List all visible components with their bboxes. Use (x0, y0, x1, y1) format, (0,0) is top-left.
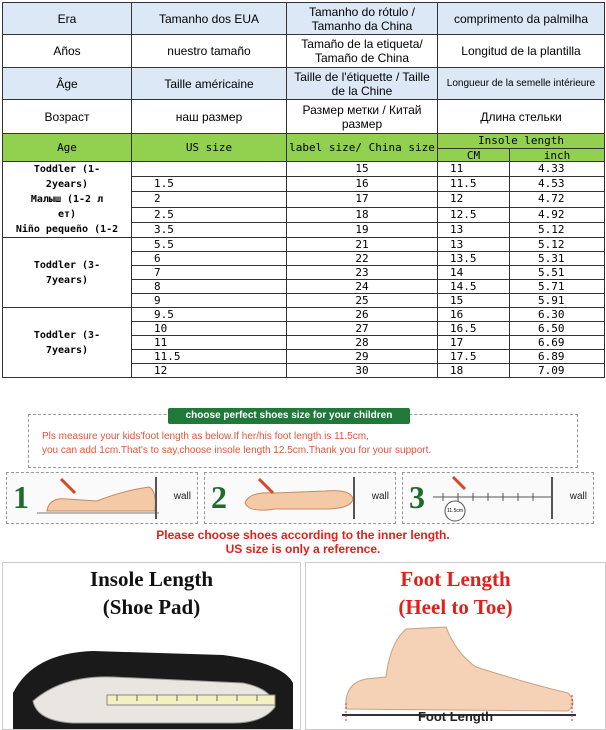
inch-cell: 7.09 (510, 364, 605, 378)
cm-cell: 11 (438, 162, 510, 177)
cm-cell: 12 (438, 192, 510, 207)
size-row (3, 238, 605, 252)
inch-cell: 4.92 (510, 207, 605, 222)
insole-title-line-1: Insole Length (89, 567, 214, 591)
wall-label: wall (569, 491, 587, 502)
header-cell: Taille de l'étiquette / Taille de la Chine (287, 68, 438, 100)
header-row-russian (3, 100, 605, 134)
label-size-cell: 24 (287, 280, 438, 294)
header-cell: Возраст (3, 100, 132, 134)
inch-cell: 6.69 (510, 336, 605, 350)
label-size-cell: 21 (287, 238, 438, 252)
foot-title-line-2: (Heel to Toe) (398, 595, 513, 619)
instruction-text (42, 430, 572, 458)
header-cell: наш размер (132, 100, 287, 134)
us-size-cell: 2 (132, 192, 287, 207)
us-size-cell: 9 (132, 294, 287, 308)
green-header-row (3, 134, 605, 149)
age-group-cell (3, 162, 132, 238)
cm-cell: 17 (438, 336, 510, 350)
us-size-cell: 2.5 (132, 207, 287, 222)
instruction-line-1: Pls measure your kids'foot length as below.If her/his foot length is 11.5cm, (42, 431, 369, 442)
cm-cell: 13 (438, 222, 510, 237)
header-cell: Longitud de la plantilla (438, 35, 605, 68)
inch-cell: 6.30 (510, 308, 605, 322)
header-cell: nuestro tamaño (132, 35, 287, 68)
age-group-line: 7years) (45, 274, 89, 286)
foot-title-line-1: Foot Length (400, 567, 511, 591)
cm-cell: 17.5 (438, 350, 510, 364)
label-size-cell: 30 (287, 364, 438, 378)
age-group-line: 7years) (45, 344, 89, 356)
cm-cell: 14.5 (438, 280, 510, 294)
label-size-cell: 25 (287, 294, 438, 308)
inch-cell: 4.72 (510, 192, 605, 207)
label-size-cell: 18 (287, 207, 438, 222)
header-cell: Tamanho dos EUA (132, 3, 287, 35)
foot-top-icon (205, 473, 395, 523)
wall-label: wall (173, 491, 191, 502)
size-rows (3, 162, 605, 378)
inch-cell: 4.33 (510, 162, 605, 177)
label-size-cell: 22 (287, 252, 438, 266)
instruction-line-2: you can add 1cm.That's to say,choose insole length 12.5cm.Thank you for your support. (42, 445, 432, 456)
warning-line-1: Please choose shoes according to the inner length. (156, 528, 450, 542)
size-row (3, 162, 605, 177)
label-size-cell: 23 (287, 266, 438, 280)
measure-guide (0, 400, 606, 560)
age-header: Age (3, 134, 132, 162)
inch-cell: 5.91 (510, 294, 605, 308)
step-3-panel (402, 472, 594, 524)
inch-cell: 5.71 (510, 280, 605, 294)
size-chart-table (2, 2, 605, 378)
wall-line (353, 477, 355, 519)
ruler-badge: 11.5cm (446, 508, 464, 514)
cm-cell: 14 (438, 266, 510, 280)
wall-line (155, 477, 157, 519)
label-size-header: label size/ China size (287, 134, 438, 162)
inch-cell: 6.50 (510, 322, 605, 336)
header-cell: Era (3, 3, 132, 35)
wall-label: wall (371, 491, 389, 502)
us-size-cell: 9.5 (132, 308, 287, 322)
header-cell: Tamanho do rótulo / Tamanho da China (287, 3, 438, 35)
us-size-cell: 5.5 (132, 238, 287, 252)
age-group-line: Малыш (1-2 л (30, 194, 104, 205)
step-number: 3 (409, 479, 425, 515)
us-size-cell: 1.5 (132, 177, 287, 192)
age-group-line: Toddler (3- (33, 329, 101, 341)
cm-cell: 18 (438, 364, 510, 378)
us-size-cell: 12 (132, 364, 287, 378)
us-size-cell: 6 (132, 252, 287, 266)
label-size-cell: 17 (287, 192, 438, 207)
us-size-cell: 7 (132, 266, 287, 280)
cm-cell: 15 (438, 294, 510, 308)
age-group-line: Toddler (1- (33, 164, 101, 175)
header-cell: Размер метки / Китай размер (287, 100, 438, 134)
age-group-cell (3, 238, 132, 308)
ruler-icon (403, 473, 593, 523)
age-group-line: Niño pequeño (1-2 (15, 224, 119, 235)
header-cell: Taille américaine (132, 68, 287, 100)
us-size-cell: 11 (132, 336, 287, 350)
label-size-cell: 29 (287, 350, 438, 364)
inch-cell: 4.53 (510, 177, 605, 192)
header-cell: Longueur de la semelle intérieure (438, 68, 605, 100)
insole-length-header: Insole length (438, 134, 605, 149)
inch-header: inch (510, 149, 605, 162)
cm-cell: 13 (438, 238, 510, 252)
label-size-cell: 28 (287, 336, 438, 350)
insole-length-panel (2, 562, 301, 730)
header-row-portuguese (3, 3, 605, 35)
us-size-cell: 11.5 (132, 350, 287, 364)
insole-title-line-2: (Shoe Pad) (102, 595, 201, 619)
age-group-line: Toddler (3- (33, 259, 101, 271)
wall-line (551, 477, 553, 519)
foot-side-icon (7, 473, 197, 523)
label-size-cell: 16 (287, 177, 438, 192)
us-size-cell (132, 162, 287, 177)
header-cell: Años (3, 35, 132, 68)
size-row (3, 308, 605, 322)
cm-cell: 12.5 (438, 207, 510, 222)
cm-cell: 11.5 (438, 177, 510, 192)
cm-header: CM (438, 149, 510, 162)
inch-cell: 5.12 (510, 222, 605, 237)
header-cell: Tamaño de la etiqueta/ Tamaño de China (287, 35, 438, 68)
header-row-spanish (3, 35, 605, 68)
header-cell: Длина стельки (438, 100, 605, 134)
age-group-cell (3, 308, 132, 378)
foot-length-caption: Foot Length (417, 709, 494, 724)
us-size-cell: 3.5 (132, 222, 287, 237)
step-2-panel (204, 472, 396, 524)
header-cell: comprimento da palmilha (438, 3, 605, 35)
step-number: 2 (211, 479, 227, 515)
age-group-line: 2years) (45, 179, 89, 190)
step-1-panel (6, 472, 198, 524)
cm-cell: 13.5 (438, 252, 510, 266)
age-group-line: ет) (57, 209, 77, 220)
label-size-cell: 15 (287, 162, 438, 177)
foot-length-panel (305, 562, 606, 730)
header-row-french (3, 68, 605, 100)
step-number: 1 (13, 479, 29, 515)
inch-cell: 6.89 (510, 350, 605, 364)
header-cell: Âge (3, 68, 132, 100)
cm-cell: 16 (438, 308, 510, 322)
inch-cell: 5.12 (510, 238, 605, 252)
label-size-cell: 19 (287, 222, 438, 237)
us-size-cell: 8 (132, 280, 287, 294)
guide-banner: choose perfect shoes size for your children (168, 408, 410, 424)
cm-cell: 16.5 (438, 322, 510, 336)
warning-line-2: US size is only a reference. (225, 542, 381, 556)
shoe-insole-image (3, 623, 300, 729)
label-size-cell: 27 (287, 322, 438, 336)
us-size-header: US size (132, 134, 287, 162)
us-size-cell: 10 (132, 322, 287, 336)
inch-cell: 5.31 (510, 252, 605, 266)
inch-cell: 5.51 (510, 266, 605, 280)
label-size-cell: 26 (287, 308, 438, 322)
